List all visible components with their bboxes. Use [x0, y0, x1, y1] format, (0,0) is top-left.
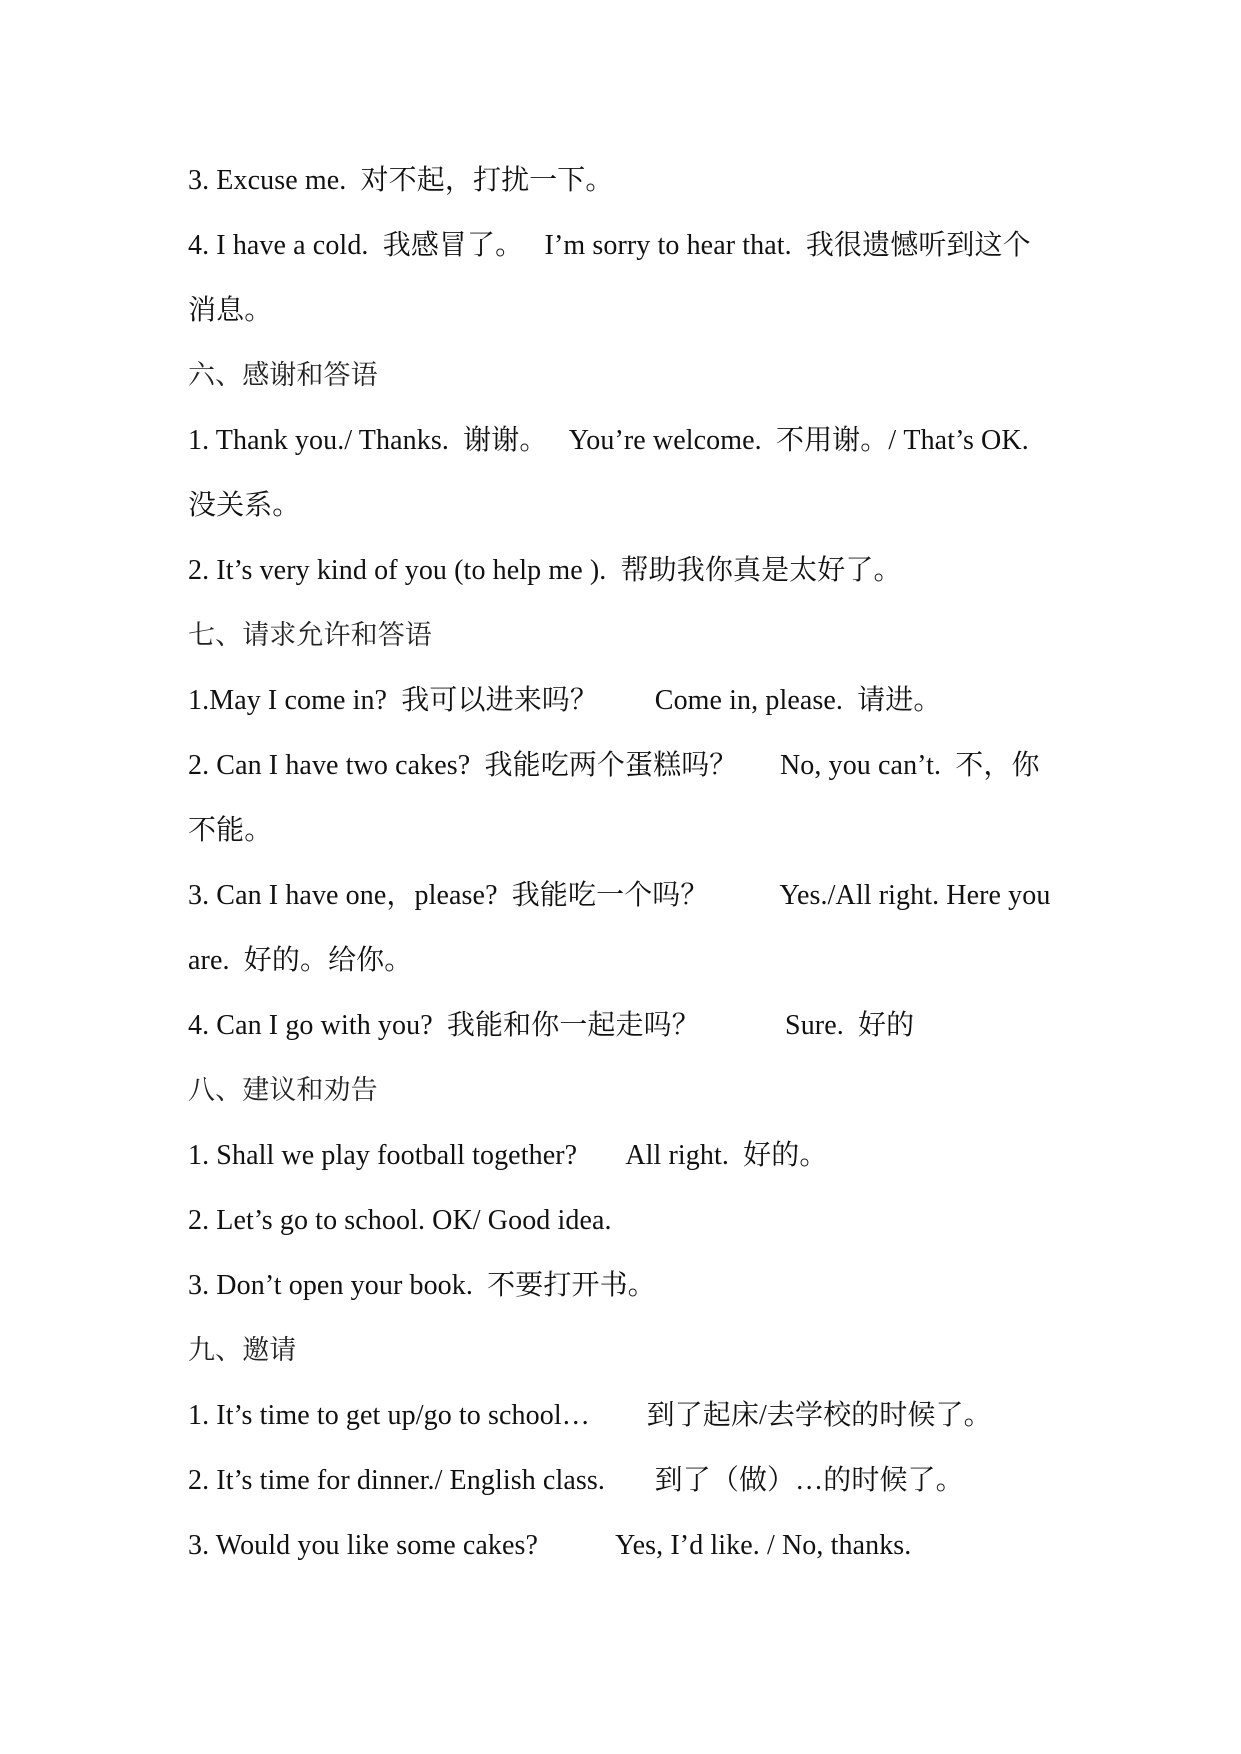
phrase-line: 1. Thank you./ Thanks. 谢谢。 You’re welcome. 不用谢。/ That’s OK.: [188, 425, 1029, 456]
section-heading-suggestions: 八、建议和劝告: [188, 1075, 378, 1106]
phrase-line: 消息。: [188, 295, 273, 326]
phrase-line: 没关系。: [188, 490, 301, 521]
phrase-line: 2. It’s very kind of you (to help me ). 帮助我你真是太好了。: [188, 555, 902, 586]
section-heading-invitation: 九、邀请: [188, 1335, 297, 1366]
phrase-line: are. 好的。给你。: [188, 945, 413, 976]
section-heading-permission: 七、请求允许和答语: [188, 620, 432, 651]
phrase-line: 不能。: [188, 815, 273, 846]
phrase-line: 3. Don’t open your book. 不要打开书。: [188, 1270, 656, 1301]
phrase-line: 1. It’s time to get up/go to school… 到了起床/去学校的时候了。: [188, 1400, 992, 1431]
phrase-line: 2. Let’s go to school. OK/ Good idea.: [188, 1205, 612, 1236]
document-body: [188, 161, 1078, 1591]
phrase-line: 2. Can I have two cakes? 我能吃两个蛋糕吗？ No, you can’t. 不，你: [188, 750, 1040, 781]
section-heading-thanks: 六、感谢和答语: [188, 360, 378, 391]
phrase-line: 4. Can I go with you? 我能和你一起走吗？ Sure. 好的: [188, 1010, 915, 1041]
phrase-line: 4. I have a cold. 我感冒了。 I’m sorry to hear that. 我很遗憾听到这个: [188, 230, 1031, 261]
phrase-line: 3. Excuse me. 对不起，打扰一下。: [188, 165, 614, 196]
phrase-line: 1. Shall we play football together? All right. 好的。: [188, 1140, 828, 1171]
phrase-line: 3. Can I have one，please? 我能吃一个吗？ Yes./All right. Here you: [188, 880, 1051, 911]
phrase-line: 3. Would you like some cakes? Yes, I’d like. / No, thanks.: [188, 1530, 912, 1561]
phrase-line: 1.May I come in? 我可以进来吗？ Come in, please. 请进。: [188, 685, 942, 716]
phrase-line: 2. It’s time for dinner./ English class. 到了（做）…的时候了。: [188, 1465, 964, 1496]
